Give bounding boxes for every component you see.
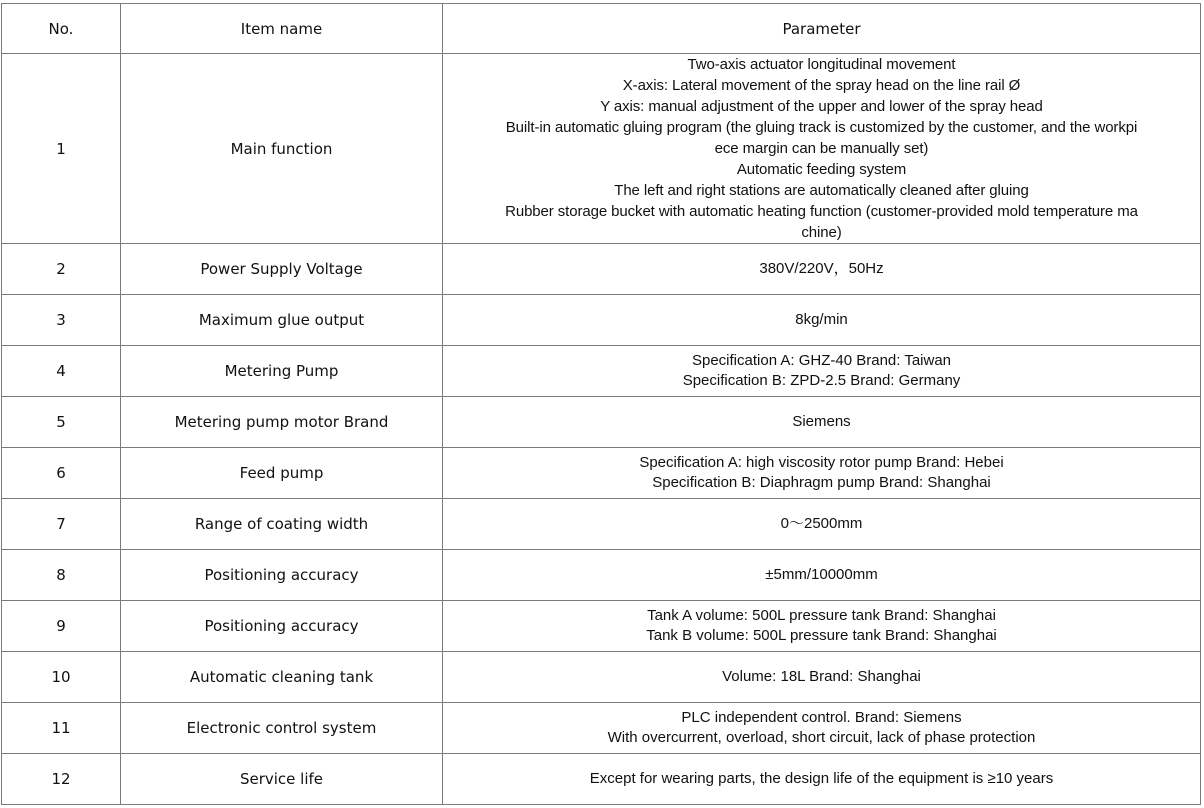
- table-row: [2, 54, 1201, 244]
- header-no: No.: [2, 4, 121, 54]
- table-row: [2, 295, 1201, 346]
- cell-item-name: Feed pump: [121, 448, 443, 499]
- table-row: [2, 397, 1201, 448]
- header-item-name: Item name: [121, 4, 443, 54]
- cell-item-name: Range of coating width: [121, 499, 443, 550]
- cell-no: 8: [2, 550, 121, 601]
- table-header-row: [2, 4, 1201, 54]
- table-row: [2, 652, 1201, 703]
- cell-no: 3: [2, 295, 121, 346]
- cell-parameter: [443, 244, 1201, 295]
- cell-no: 5: [2, 397, 121, 448]
- cell-item-name: Maximum glue output: [121, 295, 443, 346]
- cell-no: 4: [2, 346, 121, 397]
- cell-item-name: Power Supply Voltage: [121, 244, 443, 295]
- cell-parameter: [443, 601, 1201, 652]
- cell-no: 1: [2, 54, 121, 244]
- cell-parameter: [443, 397, 1201, 448]
- cell-parameter: [443, 499, 1201, 550]
- cell-parameter: [443, 652, 1201, 703]
- parameter-line: Specification B: Diaphragm pump Brand: Shanghai: [652, 474, 991, 491]
- cell-no: 2: [2, 244, 121, 295]
- parameter-line: PLC independent control. Brand: Siemens: [681, 709, 962, 726]
- cell-no: 10: [2, 652, 121, 703]
- parameter-line: ece margin can be manually set): [714, 140, 929, 157]
- parameter-line: Except for wearing parts, the design life of the equipment is ≥10 years: [589, 770, 1054, 787]
- cell-no: 11: [2, 703, 121, 754]
- parameter-line: Siemens: [792, 413, 851, 430]
- parameter-line: ±5mm/10000mm: [765, 566, 878, 583]
- table-row: [2, 703, 1201, 754]
- header-parameter: Parameter: [443, 4, 1201, 54]
- parameter-line: Y axis: manual adjustment of the upper and lower of the spray head: [600, 98, 1043, 115]
- parameter-line: Tank A volume: 500L pressure tank Brand: Shanghai: [647, 607, 996, 624]
- table-row: [2, 244, 1201, 295]
- cell-item-name: Service life: [121, 754, 443, 805]
- parameter-line: With overcurrent, overload, short circuit, lack of phase protection: [607, 729, 1036, 746]
- cell-item-name: Main function: [121, 54, 443, 244]
- parameter-line: 8kg/min: [795, 311, 848, 328]
- parameter-line: Two-axis actuator longitudinal movement: [687, 56, 956, 73]
- cell-parameter: [443, 54, 1201, 244]
- cell-item-name: Metering pump motor Brand: [121, 397, 443, 448]
- parameter-line: 380V/220V，50Hz: [759, 260, 884, 277]
- cell-no: 7: [2, 499, 121, 550]
- cell-item-name: Automatic cleaning tank: [121, 652, 443, 703]
- cell-parameter: [443, 346, 1201, 397]
- parameter-line: chine): [801, 224, 842, 241]
- cell-parameter: [443, 448, 1201, 499]
- table-row: [2, 601, 1201, 652]
- cell-item-name: Positioning accuracy: [121, 550, 443, 601]
- table-row: [2, 448, 1201, 499]
- table-row: [2, 346, 1201, 397]
- table-row: [2, 754, 1201, 805]
- parameter-line: Tank B volume: 500L pressure tank Brand: Shanghai: [646, 627, 997, 644]
- parameter-line: Specification B: ZPD-2.5 Brand: Germany: [682, 372, 961, 389]
- cell-parameter: [443, 550, 1201, 601]
- table-row: [2, 499, 1201, 550]
- parameter-line: 0～2500mm: [780, 515, 863, 532]
- table-body: [2, 54, 1201, 805]
- cell-no: 12: [2, 754, 121, 805]
- cell-no: 6: [2, 448, 121, 499]
- specification-table: [1, 3, 1201, 805]
- parameter-line: Specification A: GHZ-40 Brand: Taiwan: [691, 352, 952, 369]
- parameter-line: Specification A: high viscosity rotor pump Brand: Hebei: [639, 454, 1004, 471]
- cell-no: 9: [2, 601, 121, 652]
- cell-item-name: Metering Pump: [121, 346, 443, 397]
- parameter-line: Built-in automatic gluing program (the gluing track is customized by the customer, and the workpi: [505, 119, 1138, 136]
- parameter-line: Rubber storage bucket with automatic heating function (customer-provided mold temperature ma: [505, 203, 1138, 220]
- parameter-line: X-axis: Lateral movement of the spray head on the line rail Ø: [622, 77, 1021, 94]
- parameter-line: The left and right stations are automatically cleaned after gluing: [614, 182, 1029, 199]
- cell-parameter: [443, 295, 1201, 346]
- cell-parameter: [443, 754, 1201, 805]
- parameter-line: Volume: 18L Brand: Shanghai: [722, 668, 921, 685]
- table-row: [2, 550, 1201, 601]
- parameter-line: Automatic feeding system: [736, 161, 907, 178]
- cell-parameter: [443, 703, 1201, 754]
- cell-item-name: Positioning accuracy: [121, 601, 443, 652]
- cell-item-name: Electronic control system: [121, 703, 443, 754]
